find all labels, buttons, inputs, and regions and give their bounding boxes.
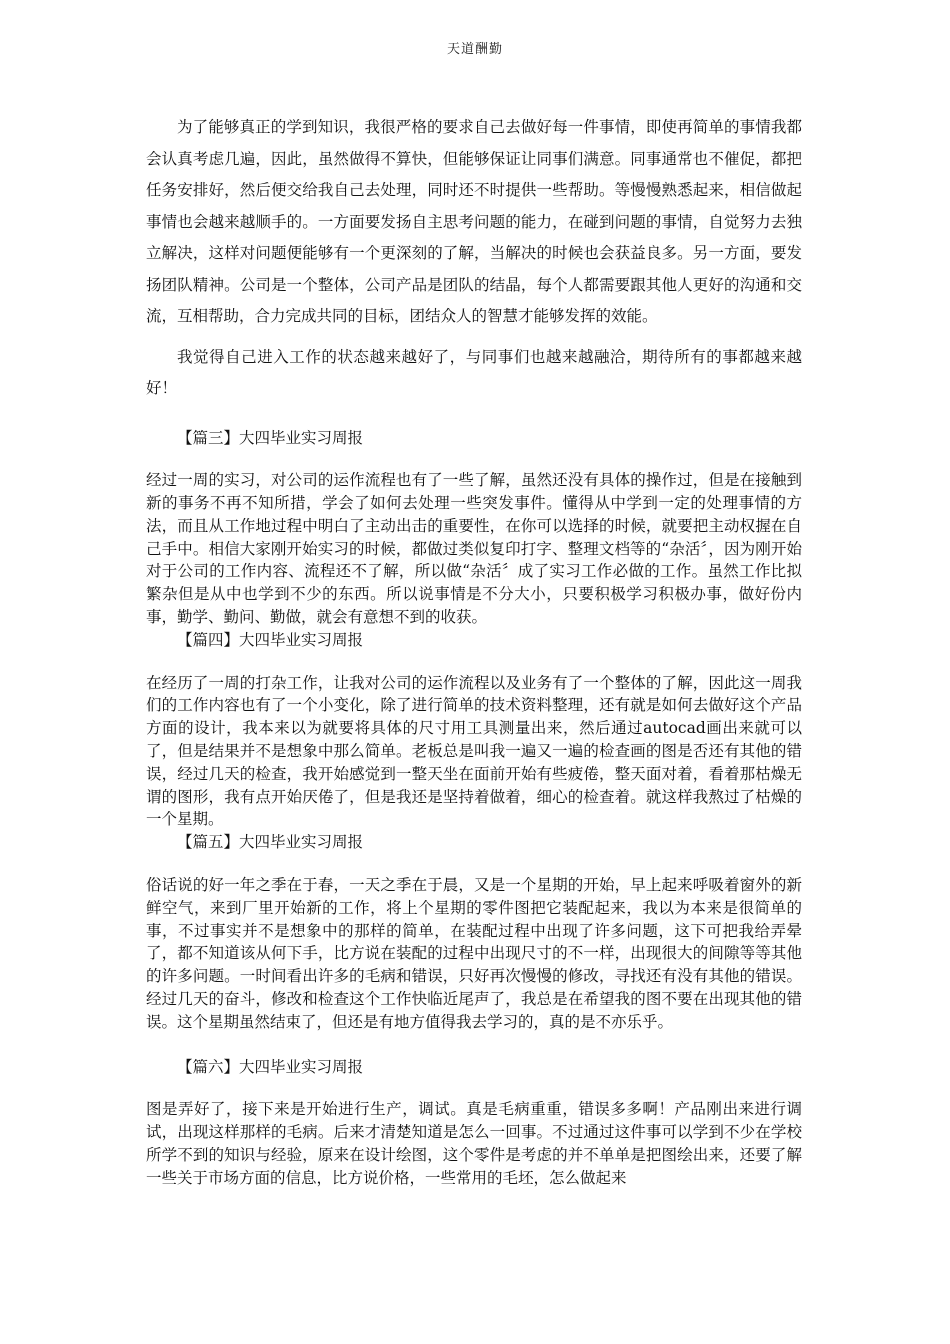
section-body-6: 图是弄好了，接下来是开始进行生产，调试。真是毛病重重，错误多多啊！产品刚出来进行调试，出现这样那样的毛病。后来才清楚知道是怎么一回事。不过通过这件事可以学到不少在学校所学不到的知识与经验，原来在设计绘图，这个零件是考虑的并不单单是把图绘出来，还要了解一些关于市场方面的信息，比方说价格，一些常用的毛坯，怎么做起来 bbox=[146, 1100, 802, 1187]
paragraph-work-state: 我觉得自己进入工作的状态越来越好了，与同事们也越来越融洽，期待所有的事都越来越好！ bbox=[146, 347, 802, 397]
paragraph-learning: 为了能够真正的学到知识，我很严格的要求自己去做好每一件事情，即使再简单的事情我都会认真考虑几遍，因此，虽然做得不算快，但能够保证让同事们满意。同事通常也不催促，都把任务安排好，然后便交给我自己去处理，同时还不时提供一些帮助。等慢慢熟悉起来，相信做起事情也会越来越顺手的。一方面要发扬自主思考问题的能力，在碰到问题的事情，自觉努力去独立解决，这样对问题便能够有一个更深刻的了解，当解决的时候也会获益良多。另一方面，要发扬团队精神。公司是一个整体，公司产品是团队的结晶，每个人都需要跟其他人更好的沟通和交流，互相帮助，合力完成共同的目标，团结众人的智慧才能够发挥的效能。 bbox=[146, 118, 802, 325]
section-heading-3: 【篇三】大四毕业实习周报 bbox=[177, 428, 364, 447]
section-body-4: 在经历了一周的打杂工作，让我对公司的运作流程以及业务有了一个整体的了解，因此这一周我们的工作内容也有了一个小变化，除了进行简单的技术资料整理，还有就是如何去做好这个产品方面的设计，我本来以为就要将具体的尺寸用工具测量出来，然后通过autocad画出来就可以了，但是结果并不是想象中那么简单。老板总是叫我一遍又一遍的检查画的图是否还有其他的错误，经过几天的检查，我开始感觉到一整天坐在面前开始有些疲倦，整天面对着，看着那枯燥无谓的图形，我有点开始厌倦了，但是我还是坚持着做着，细心的检查着。就这样我熬过了枯燥的一个星期。 bbox=[146, 673, 802, 829]
page-header: 天道酬勤 bbox=[446, 42, 503, 57]
section-heading-4: 【篇四】大四毕业实习周报 bbox=[177, 630, 364, 649]
document-body bbox=[146, 112, 802, 1190]
section-body-3: 经过一周的实习，对公司的运作流程也有了一些了解，虽然还没有具体的操作过，但是在接触到新的事务不再不知所措，学会了如何去处理一些突发事件。懂得从中学到一定的处理事情的方法，而且从工作地过程中明白了主动出击的重要性，在你可以选择的时候，就要把主动权握在自己手中。相信大家刚开始实习的时候，都做过类似复印打字、整理文档等的“杂活〞，因为刚开始对于公司的工作内容、流程还不了解，所以做“杂活〞成了实习工作必做的工作。虽然工作比拟繁杂但是从中也学到不少的东西。所以说事情是不分大小，只要积极学习积极办事，做好份内事，勤学、勤问、勤做，就会有意想不到的收获。 bbox=[146, 471, 802, 627]
section-body-5: 俗话说的好一年之季在于春，一天之季在于晨，又是一个星期的开始，早上起来呼吸着窗外的新鲜空气，来到厂里开始新的工作，将上个星期的零件图把它装配起来，我以为本来是很简单的事，不过事实并不是想象中的那样的简单，在装配过程中出现了许多问题，这下可把我给弄晕了，都不知道该从何下手，比方说在装配的过程中出现尺寸的不一样，出现很大的间隙等等其他的许多问题。一时间看出许多的毛病和错误，只好再次慢慢的修改，寻找还有没有其他的错误。经过几天的奋斗，修改和检查这个工作快临近尾声了，我总是在希望我的图不要在出现其他的错误。这个星期虽然结束了，但还是有地方值得我去学习的，真的是不亦乐乎。 bbox=[146, 876, 802, 1031]
section-heading-6: 【篇六】大四毕业实习周报 bbox=[177, 1057, 364, 1076]
section-heading-5: 【篇五】大四毕业实习周报 bbox=[177, 833, 364, 852]
